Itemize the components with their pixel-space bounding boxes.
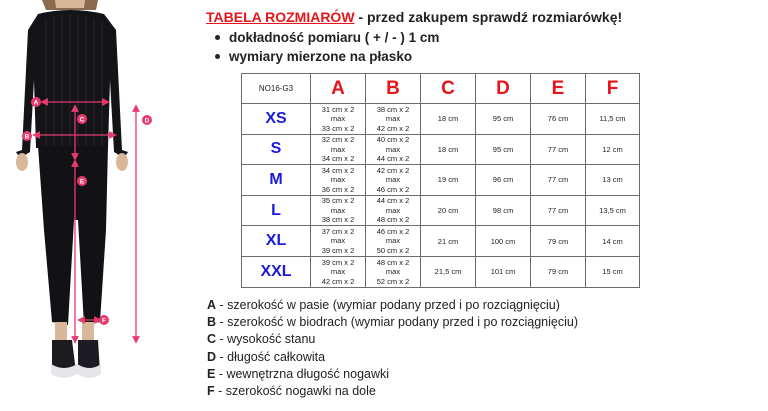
cell-f: 11,5 cm — [586, 104, 640, 135]
table-row — [242, 195, 640, 226]
cell-f: 14 cm — [586, 226, 640, 257]
note-item: dokładność pomiaru ( + / - ) 1 cm — [215, 28, 439, 47]
svg-text:F: F — [102, 317, 106, 325]
table-row — [242, 134, 640, 165]
size-label: L — [242, 195, 311, 226]
cell-c: 20 cm — [421, 195, 476, 226]
cell-a: 35 cm x 2 max 38 cm x 2 — [311, 195, 366, 226]
size-label: XL — [242, 226, 311, 257]
cell-a: 32 cm x 2 max 34 cm x 2 — [311, 134, 366, 165]
cell-c: 18 cm — [421, 104, 476, 135]
cell-b: 42 cm x 2 max 46 cm x 2 — [366, 165, 421, 196]
cell-f: 13 cm — [586, 165, 640, 196]
svg-text:C: C — [79, 116, 85, 124]
bullet-icon — [215, 35, 220, 40]
svg-text:E: E — [79, 178, 85, 186]
size-label: S — [242, 134, 311, 165]
legend-item-c: C - wysokość stanu — [207, 332, 316, 347]
cell-e: 79 cm — [531, 256, 586, 287]
cell-f: 13,5 cm — [586, 195, 640, 226]
bullet-icon — [215, 54, 220, 59]
table-header-row — [242, 74, 640, 104]
legend-item-f: F - szerokość nogawki na dole — [207, 384, 376, 399]
cell-f: 12 cm — [586, 134, 640, 165]
cell-b: 48 cm x 2 max 52 cm x 2 — [366, 256, 421, 287]
svg-text:A: A — [33, 99, 39, 107]
cell-e: 79 cm — [531, 226, 586, 257]
cell-d: 101 cm — [476, 256, 531, 287]
size-label: XS — [242, 104, 311, 135]
measurement-legend — [207, 297, 578, 400]
product-code: NO16-G3 — [242, 74, 311, 104]
cell-c: 21 cm — [421, 226, 476, 257]
column-header-b: B — [366, 74, 421, 104]
cell-b: 44 cm x 2 max 48 cm x 2 — [366, 195, 421, 226]
cell-b: 46 cm x 2 max 50 cm x 2 — [366, 226, 421, 257]
column-header-f: F — [586, 74, 640, 104]
cell-d: 100 cm — [476, 226, 531, 257]
cell-e: 77 cm — [531, 195, 586, 226]
page-title — [206, 9, 622, 25]
cell-d: 96 cm — [476, 165, 531, 196]
cell-e: 76 cm — [531, 104, 586, 135]
table-row — [242, 104, 640, 135]
note-item: wymiary mierzone na płasko — [215, 47, 439, 66]
title-highlight: TABELA ROZMIARÓW — [206, 9, 355, 25]
model-measurement-figure — [0, 0, 175, 411]
size-label: XXL — [242, 256, 311, 287]
cell-e: 77 cm — [531, 165, 586, 196]
cell-a: 34 cm x 2 max 36 cm x 2 — [311, 165, 366, 196]
column-header-e: E — [531, 74, 586, 104]
legend-item-e: E - wewnętrzna długość nogawki — [207, 366, 390, 381]
cell-e: 77 cm — [531, 134, 586, 165]
column-header-c: C — [421, 74, 476, 104]
table-row — [242, 256, 640, 287]
cell-f: 15 cm — [586, 256, 640, 287]
notes-list — [215, 28, 439, 66]
column-header-a: A — [311, 74, 366, 104]
cell-d: 95 cm — [476, 134, 531, 165]
cell-b: 40 cm x 2 max 44 cm x 2 — [366, 134, 421, 165]
legend-item-b: B - szerokość w biodrach (wymiar podany przed i po rozciągnięciu) — [207, 315, 578, 330]
svg-text:B: B — [24, 133, 30, 141]
table-row — [242, 226, 640, 257]
size-table — [241, 73, 640, 288]
cell-d: 95 cm — [476, 104, 531, 135]
cell-c: 19 cm — [421, 165, 476, 196]
cell-a: 37 cm x 2 max 39 cm x 2 — [311, 226, 366, 257]
svg-text:D: D — [144, 117, 150, 125]
cell-a: 31 cm x 2 max 33 cm x 2 — [311, 104, 366, 135]
table-row — [242, 165, 640, 196]
cell-c: 18 cm — [421, 134, 476, 165]
cell-d: 98 cm — [476, 195, 531, 226]
legend-item-d: D - długość całkowita — [207, 349, 326, 364]
title-rest: - przed zakupem sprawdź rozmiarówkę! — [354, 9, 623, 25]
cell-c: 21,5 cm — [421, 256, 476, 287]
cell-b: 38 cm x 2 max 42 cm x 2 — [366, 104, 421, 135]
cell-a: 39 cm x 2 max 42 cm x 2 — [311, 256, 366, 287]
size-label: M — [242, 165, 311, 196]
legend-item-a: A - szerokość w pasie (wymiar podany przed i po rozciągnięciu) — [207, 298, 560, 312]
column-header-d: D — [476, 74, 531, 104]
